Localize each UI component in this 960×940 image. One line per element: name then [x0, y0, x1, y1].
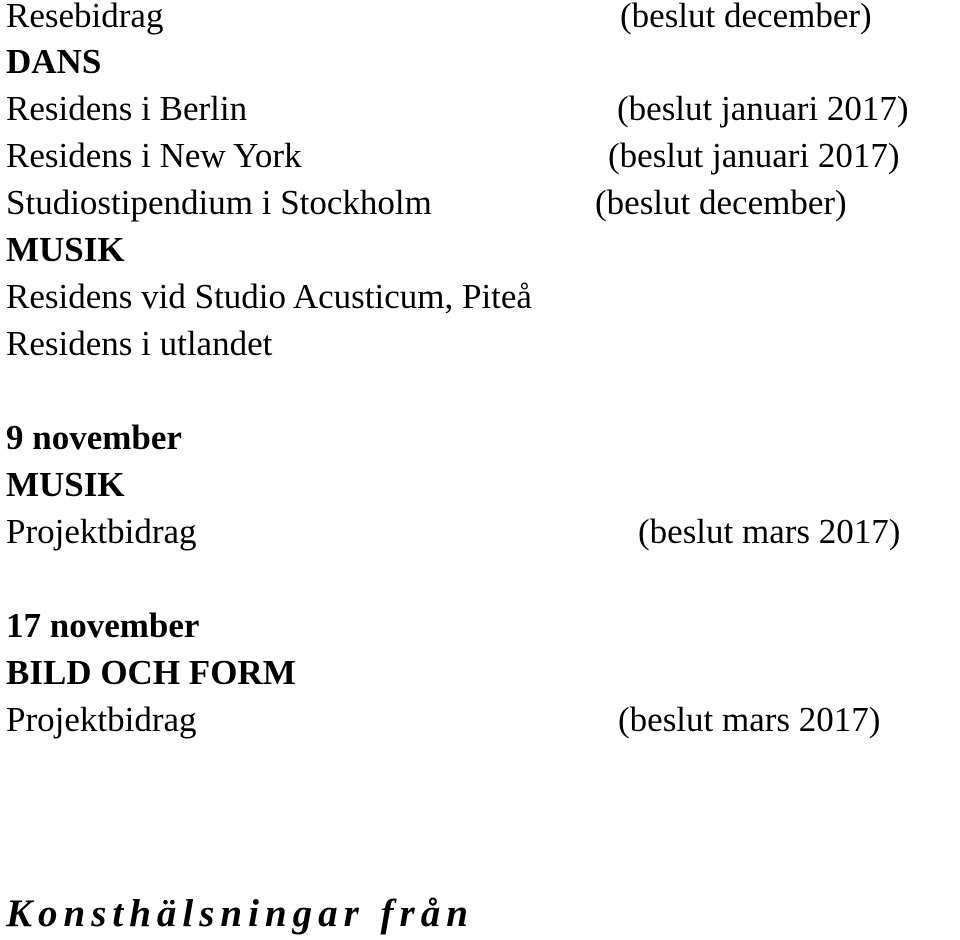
item-studiostipendium-stockholm: Studiostipendium i Stockholm	[6, 183, 432, 222]
decision-note: (beslut mars 2017)	[618, 700, 881, 739]
decision-note: (beslut december)	[595, 183, 847, 222]
item-resebidrag: Resebidrag	[6, 0, 164, 35]
item-residens-studio-acusticum: Residens vid Studio Acusticum, Piteå	[6, 277, 532, 316]
decision-note: (beslut januari 2017)	[617, 89, 909, 128]
footer-heading: Konsthälsningar från	[6, 892, 474, 935]
section-heading-bild-och-form: BILD OCH FORM	[6, 653, 296, 692]
section-heading-dans: DANS	[6, 42, 102, 81]
decision-note: (beslut mars 2017)	[638, 512, 901, 551]
item-projektbidrag: Projektbidrag	[6, 700, 197, 739]
item-projektbidrag: Projektbidrag	[6, 512, 197, 551]
section-heading-musik: MUSIK	[6, 230, 125, 269]
date-heading-17-november: 17 november	[6, 606, 200, 645]
decision-note: (beslut januari 2017)	[608, 136, 900, 175]
item-residens-utlandet: Residens i utlandet	[6, 324, 273, 363]
date-heading-9-november: 9 november	[6, 418, 182, 457]
item-residens-new-york: Residens i New York	[6, 136, 302, 175]
section-heading-musik: MUSIK	[6, 465, 125, 504]
decision-note: (beslut december)	[620, 0, 872, 35]
item-residens-berlin: Residens i Berlin	[6, 89, 248, 128]
